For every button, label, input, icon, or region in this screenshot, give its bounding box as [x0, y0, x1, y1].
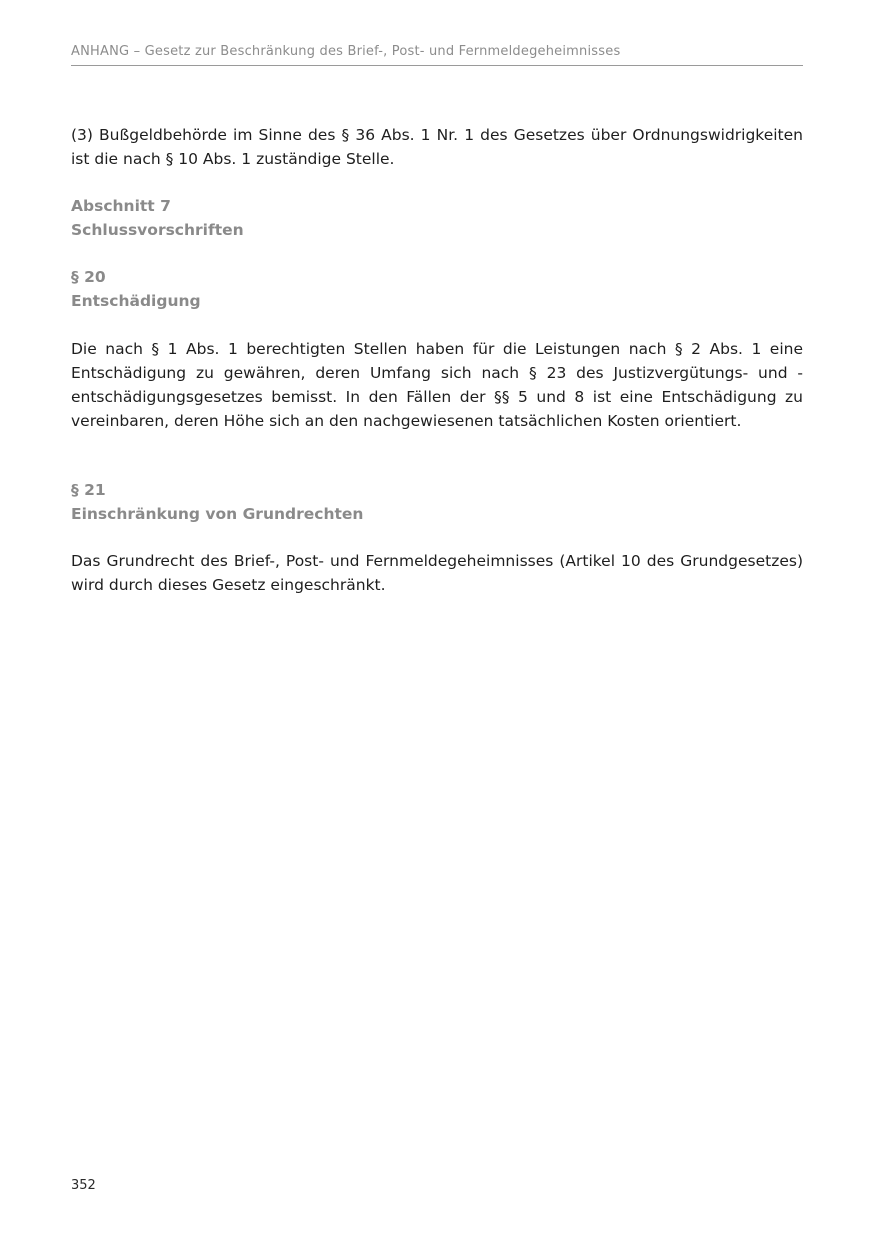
paragraph-20-title: Entschädigung [71, 292, 201, 310]
running-header: ANHANG – Gesetz zur Beschränkung des Brief-, Post- und Fernmeldegeheimnisses [71, 44, 621, 59]
section-7-heading [71, 194, 803, 242]
page-number: 352 [71, 1178, 96, 1193]
paragraph-21-heading [71, 478, 803, 526]
section-7-title: Schlussvorschriften [71, 221, 244, 239]
paragraph-21-number: § 21 [71, 481, 106, 499]
paragraph-20-heading [71, 265, 803, 313]
paragraph-21-title: Einschränkung von Grundrechten [71, 505, 364, 523]
paragraph-20-number: § 20 [71, 268, 106, 286]
header-divider [71, 65, 803, 66]
section-7-number: Abschnitt 7 [71, 197, 171, 215]
paragraph-3-text: (3) Bußgeldbehörde im Sinne des § 36 Abs. 1 Nr. 1 des Gesetzes über Ordnungswidrigkeiten ist die nach § 10 Abs. 1 zuständige Stelle. [71, 126, 803, 168]
paragraph-20-text: Die nach § 1 Abs. 1 berechtigten Stellen haben für die Leistungen nach § 2 Abs. 1 eine Entschädigung zu gewähren, deren Umfang sich nach § 23 des Justizvergütungs- und -entschädigungsgesetzes bemisst. In den Fällen der §§ 5 und 8 ist eine Entschädigung zu vereinbaren, deren Höhe sich an den nachgewiesenen tatsächlichen Kosten orientiert. [71, 340, 803, 430]
paragraph-21-text: Das Grundrecht des Brief-, Post- und Fernmeldegeheimnisses (Artikel 10 des Grundgesetzes) wird durch dieses Gesetz eingeschränkt. [71, 552, 803, 594]
